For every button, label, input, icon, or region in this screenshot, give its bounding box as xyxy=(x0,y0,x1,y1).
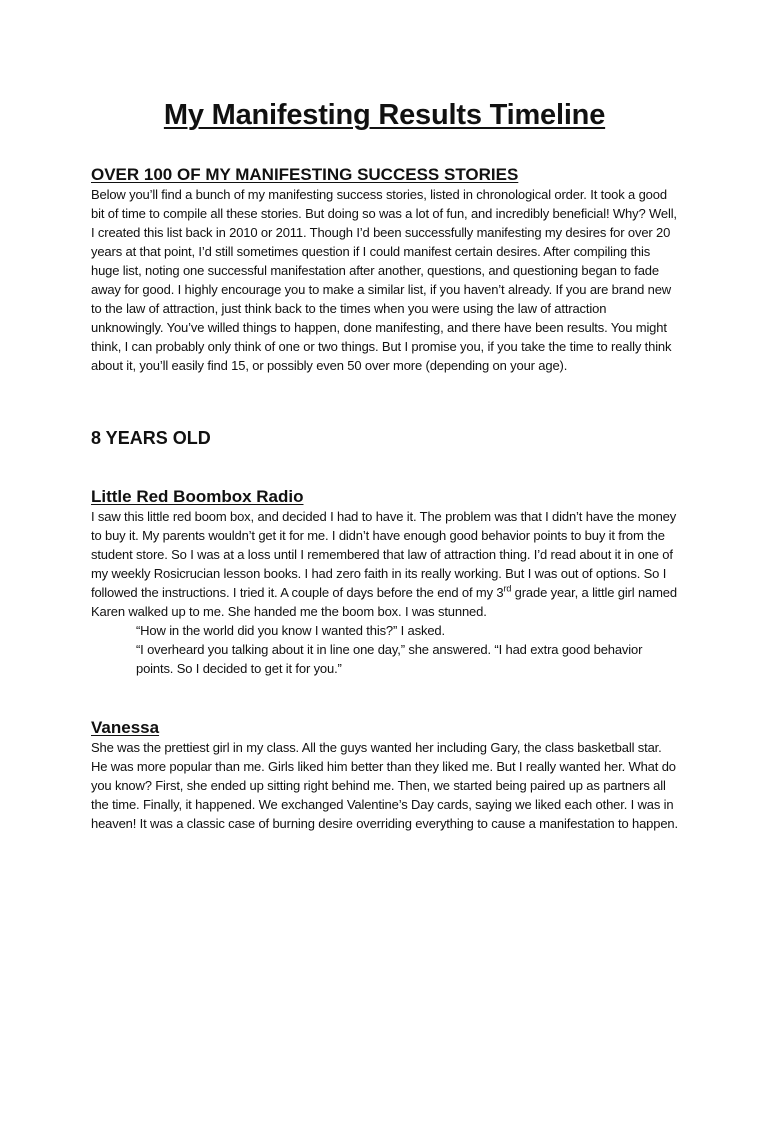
story-title-boombox: Little Red Boombox Radio xyxy=(91,487,304,506)
quote-line: “I overheard you talking about it in line one day,” she answered. “I had extra good behavior points. So I decided to get it for you.” xyxy=(136,642,643,676)
intro-heading: OVER 100 OF MY MANIFESTING SUCCESS STORIES xyxy=(91,165,519,184)
age-heading: 8 YEARS OLD xyxy=(91,428,211,448)
quote-line: “How in the world did you know I wanted this?” I asked. xyxy=(136,623,445,638)
story-title-vanessa: Vanessa xyxy=(91,718,160,737)
document-page xyxy=(0,98,768,1122)
story-paragraph-boombox xyxy=(91,507,678,621)
intro-paragraph: Below you’ll find a bunch of my manifesting success stories, listed in chronological order. It took a good bit of time to compile all these stories. But doing so was a lot of fun, and incredibly beneficial! Why? Well, I created this list back in 2010 or 2011. Though I’d been successfully manifesting my desires for over 20 years at that point, I’d still sometimes question if I could manifest certain desires. After compiling this huge list, noting one successful manifestation after another, questions, and questioning began to fade away for good. I highly encourage you to make a similar list, if you haven’t already. If you are brand new to the law of attraction, just think back to the times when you were using the law of attraction unknowingly. You’ve willed things to happen, done manifesting, and there have been results. You might think, I can probably only think of one or two things. But I promise you, if you take the time to really think about it, you’ll easily find 15, or possibly even 50 over more (depending on your age). xyxy=(91,187,677,373)
page-title: My Manifesting Results Timeline xyxy=(163,99,606,131)
ordinal-suffix: rd xyxy=(503,583,512,594)
story-text-part: grade year, a little girl named Karen walked up to me. She handed me the boom box. I was stunned. xyxy=(91,585,677,619)
story-paragraph-vanessa: She was the prettiest girl in my class. All the guys wanted her including Gary, the class basketball star. He was more popular than me. Girls liked him better than they liked me. But I really wanted her. What do you know? First, she ended up sitting right behind me. Then, we started being paired up as partners all the time. Finally, it happened. We exchanged Valentine’s Day cards, saying we liked each other. I was in heaven! It was a classic case of burning desire overriding everything to cause a manifestation to happen. xyxy=(91,740,678,831)
story-text-part: I saw this little red boom box, and decided I had to have it. The problem was that I didn’t have the money to buy it. My parents wouldn’t get it for me. I didn’t have enough good behavior points to buy it from the student store. So I was at a loss until I remembered that law of attraction thing. I’d read about it in one of my weekly Rosicrucian lesson books. I had zero faith in its really working. But I was out of options. So I followed the instructions. I tried it. A couple of days before the end of my 3 xyxy=(91,509,677,600)
